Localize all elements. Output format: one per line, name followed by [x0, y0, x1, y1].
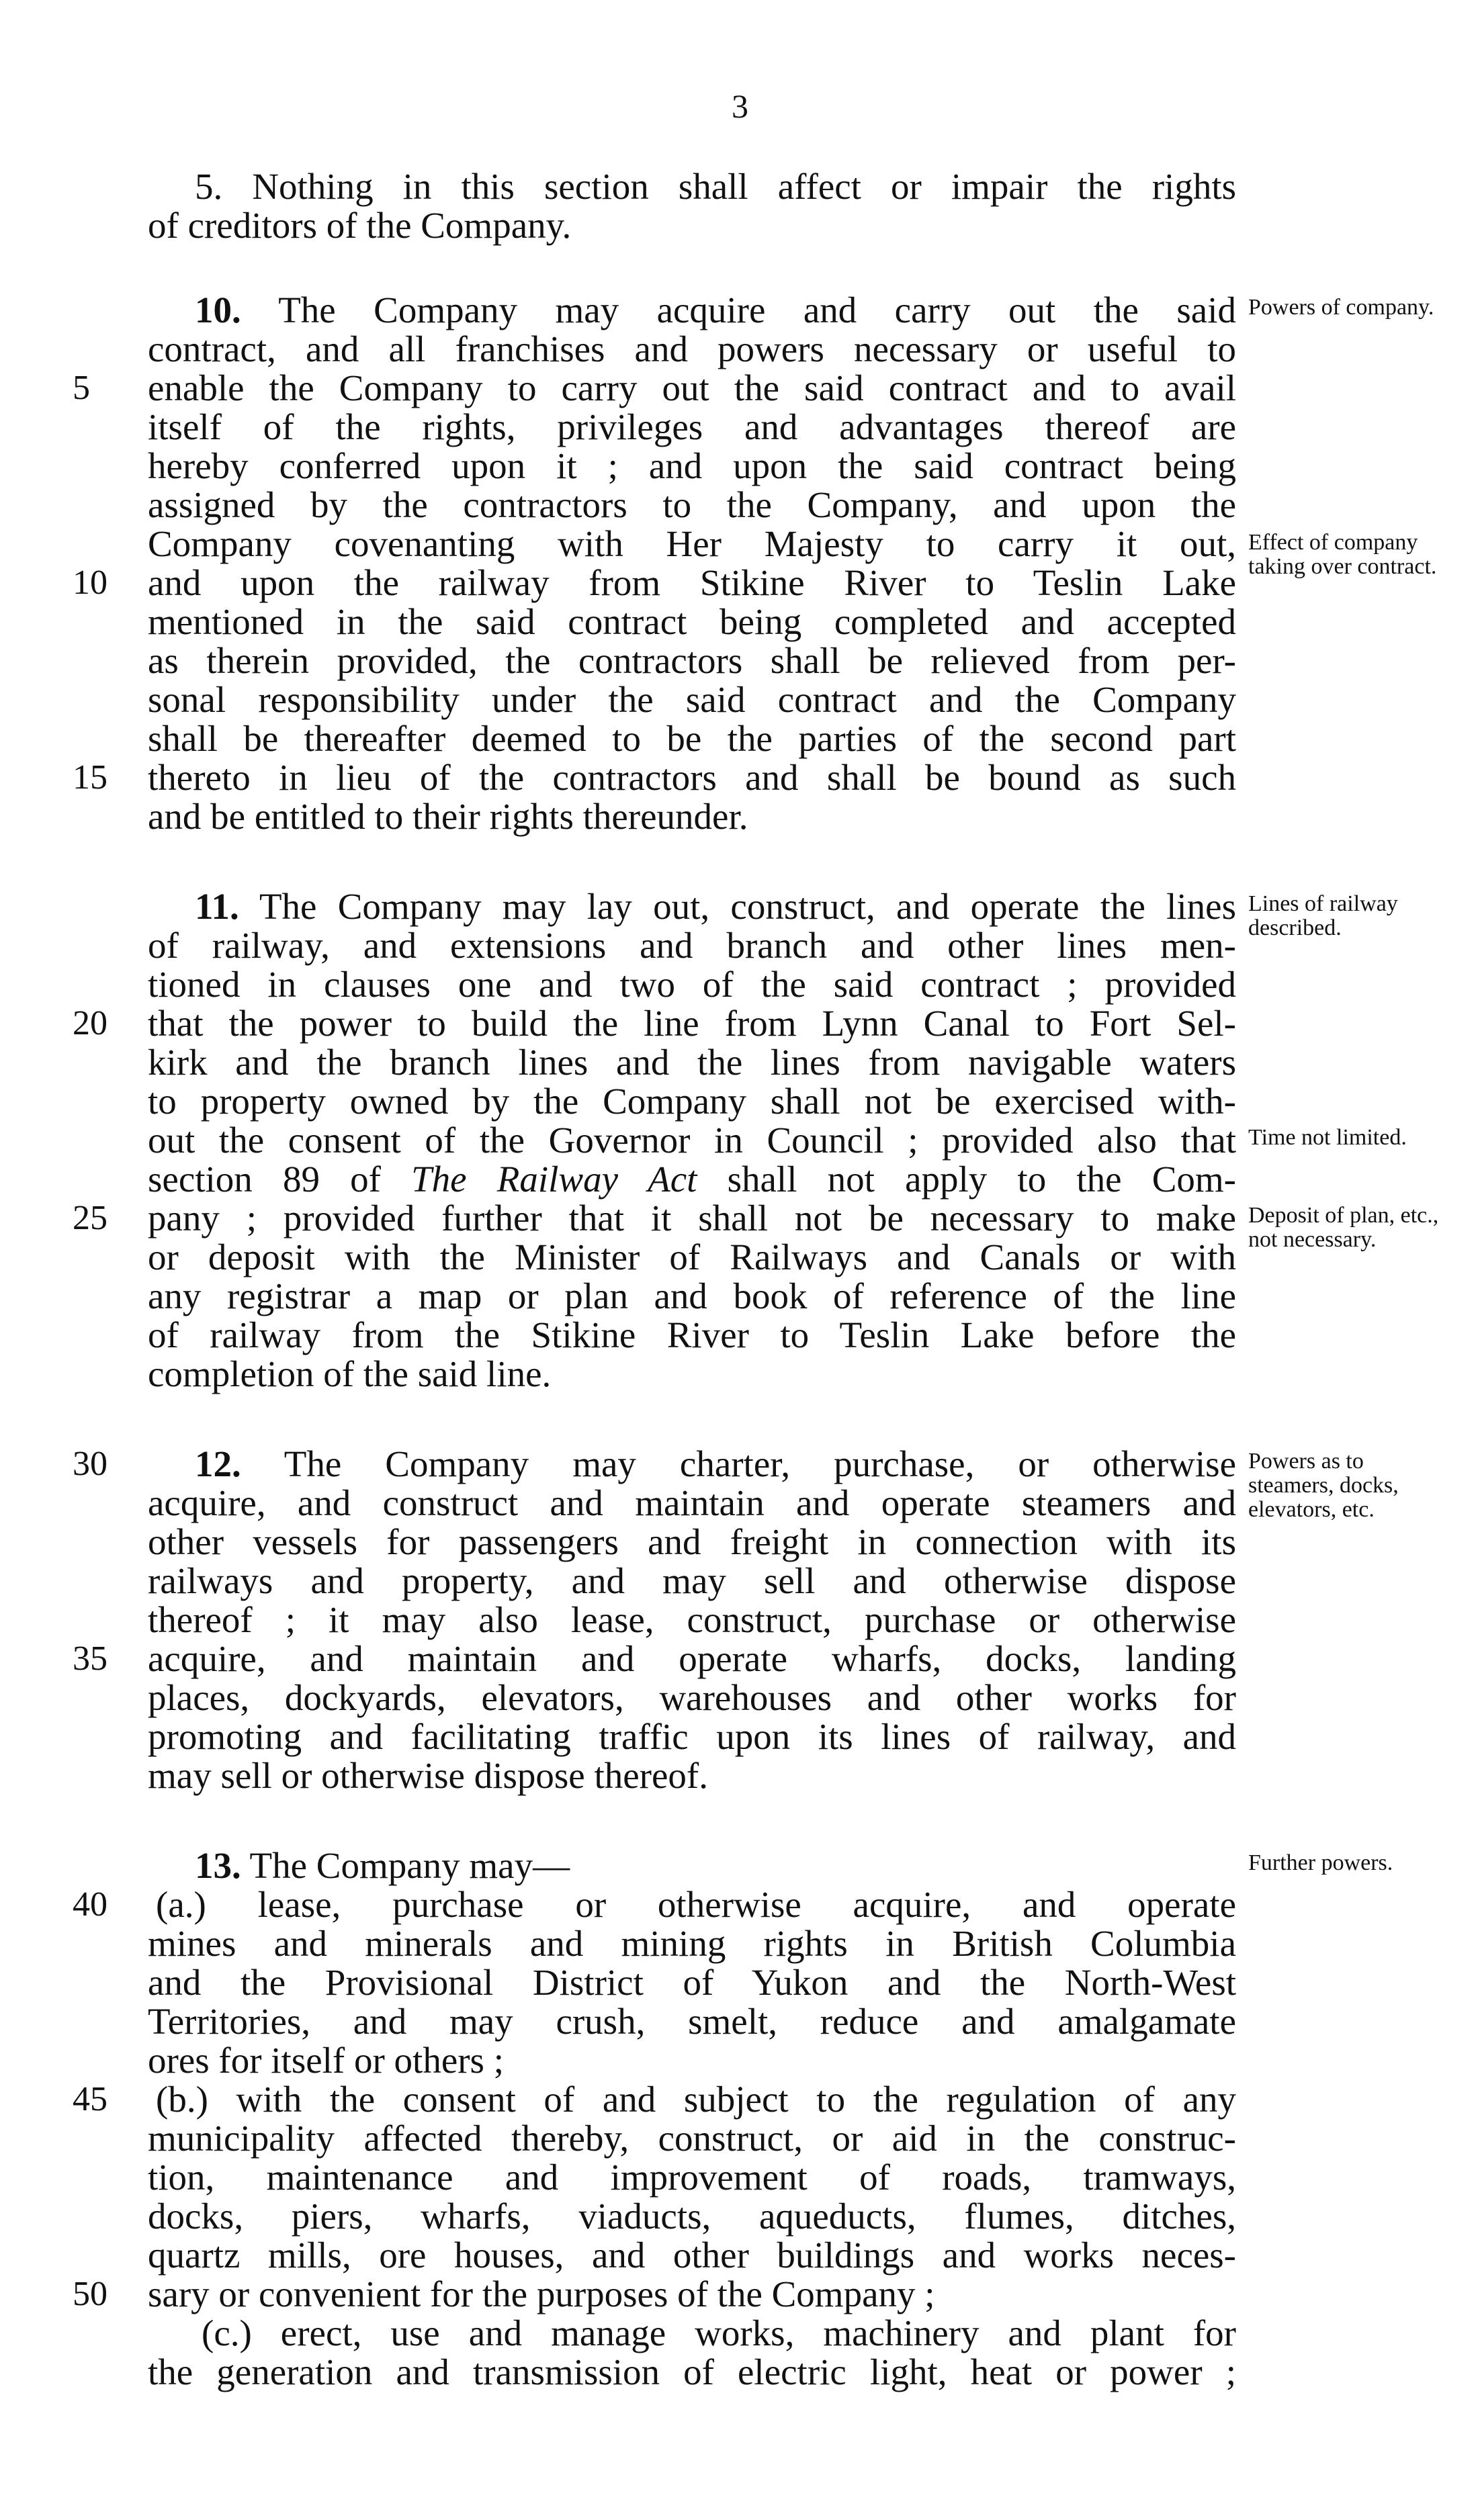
- line-number: 50: [73, 2275, 107, 2313]
- text-line: out the consent of the Governor in Council ; provided also that: [148, 1120, 1236, 1161]
- act-title: The Railway Act: [411, 1159, 697, 1200]
- text-line: thereto in lieu of the contractors and shall be bound as such: [148, 757, 1236, 798]
- text-line: tion, maintenance and improvement of roads, tramways,: [148, 2157, 1236, 2198]
- text-line: that the power to build the line from Lynn Canal to Fort Sel-: [148, 1003, 1236, 1044]
- text-line: of creditors of the Company.: [148, 205, 572, 246]
- margin-note: Powers of company.: [1248, 295, 1434, 320]
- margin-note: Further powers.: [1248, 1850, 1393, 1875]
- text-line: as therein provided, the contractors shall be relieved from per-: [148, 640, 1236, 681]
- text-line: quartz mills, ore houses, and other buildings and works neces-: [148, 2235, 1236, 2276]
- text-line: municipality affected thereby, construct, or aid in the construc-: [148, 2118, 1236, 2159]
- text-line: (a.) lease, purchase or otherwise acquire, and operate: [156, 1884, 1236, 1925]
- page-number: 3: [732, 87, 748, 125]
- margin-note: Lines of railway described.: [1248, 891, 1398, 940]
- section-number: 10.: [195, 289, 241, 330]
- text-line: and the Provisional District of Yukon and the North-West: [148, 1962, 1236, 2003]
- text-line: other vessels for passengers and freight in connection with its: [148, 1521, 1236, 1562]
- margin-note: Effect of company taking over contract.: [1248, 530, 1437, 579]
- text-line: shall be thereafter deemed to be the parties of the second part: [148, 718, 1236, 759]
- line-number: 15: [73, 758, 107, 797]
- text-line: ores for itself or others ;: [148, 2040, 504, 2081]
- line-number: 35: [73, 1639, 107, 1678]
- text-line: thereof ; it may also lease, construct, purchase or otherwise: [148, 1599, 1236, 1640]
- text-line: the generation and transmission of electric light, heat or power ;: [148, 2351, 1236, 2392]
- text-line: railways and property, and may sell and otherwise dispose: [148, 1560, 1236, 1601]
- text-line: and be entitled to their rights thereunder.: [148, 796, 748, 837]
- text-line: acquire, and maintain and operate wharfs, docks, landing: [148, 1638, 1236, 1679]
- margin-note: Deposit of plan, etc., not necessary.: [1248, 1203, 1439, 1252]
- text-line: pany ; provided further that it shall not be necessary to make: [148, 1198, 1236, 1239]
- text-line: Company covenanting with Her Majesty to carry it out,: [148, 523, 1236, 564]
- text-line: to property owned by the Company shall not be exercised with-: [148, 1081, 1236, 1122]
- line-number: 25: [73, 1199, 107, 1237]
- text-line: contract, and all franchises and powers necessary or useful to: [148, 328, 1236, 369]
- text-line: places, dockyards, elevators, warehouses and other works for: [148, 1677, 1236, 1718]
- text-line: sary or convenient for the purposes of the Company ;: [148, 2274, 935, 2314]
- text-line: may sell or otherwise dispose thereof.: [148, 1755, 708, 1796]
- text-line: enable the Company to carry out the said contract and to avail: [148, 367, 1236, 408]
- section-number: 13.: [195, 1845, 241, 1886]
- section-13-heading-line: 13. The Company may—: [195, 1845, 570, 1886]
- section-10-heading-line: 10. The Company may acquire and carry out the said: [195, 289, 1236, 330]
- section-11-heading-line: 11. The Company may lay out, construct, and operate the lines: [195, 886, 1236, 927]
- line-number: 10: [73, 564, 107, 602]
- text-line: (c.) erect, use and manage works, machinery and plant for: [202, 2312, 1236, 2353]
- margin-note: Powers as to steamers, docks, elevators, etc.: [1248, 1449, 1399, 1522]
- text-line: sonal responsibility under the said contract and the Company: [148, 679, 1236, 720]
- text-line: itself of the rights, privileges and advantages thereof are: [148, 406, 1236, 447]
- text-line: completion of the said line.: [148, 1353, 552, 1394]
- text-line: of railway from the Stikine River to Teslin Lake before the: [148, 1314, 1236, 1355]
- line-number: 30: [73, 1445, 107, 1483]
- section-number: 12.: [195, 1443, 241, 1484]
- text-line: kirk and the branch lines and the lines from navigable waters: [148, 1042, 1236, 1083]
- text-line: tioned in clauses one and two of the said contract ; provided: [148, 964, 1236, 1005]
- text-line: section 89 of The Railway Act shall not apply to the Com-: [148, 1159, 1236, 1200]
- text-line: Territories, and may crush, smelt, reduce and amalgamate: [148, 2001, 1236, 2042]
- text-line: and upon the railway from Stikine River to Teslin Lake: [148, 562, 1236, 603]
- line-number: 20: [73, 1004, 107, 1042]
- text-line: docks, piers, wharfs, viaducts, aqueducts, flumes, ditches,: [148, 2196, 1236, 2237]
- line-number: 40: [73, 1885, 107, 1924]
- text-line: mines and minerals and mining rights in British Columbia: [148, 1923, 1236, 1964]
- text-line: of railway, and extensions and branch and other lines men-: [148, 925, 1236, 966]
- text-line: promoting and facilitating traffic upon its lines of railway, and: [148, 1716, 1236, 1757]
- text-line: hereby conferred upon it ; and upon the said contract being: [148, 445, 1236, 486]
- text-line: any registrar a map or plan and book of reference of the line: [148, 1275, 1236, 1316]
- text-line: acquire, and construct and maintain and operate steamers and: [148, 1482, 1236, 1523]
- text-line: 5. Nothing in this section shall affect or impair the rights: [195, 166, 1236, 207]
- section-number: 11.: [195, 886, 239, 927]
- text-line: assigned by the contractors to the Company, and upon the: [148, 484, 1236, 525]
- section-12-heading-line: 12. The Company may charter, purchase, or otherwise: [195, 1443, 1236, 1484]
- line-number: 45: [73, 2080, 107, 2118]
- text-line: mentioned in the said contract being completed and accepted: [148, 601, 1236, 642]
- text-line: (b.) with the consent of and subject to the regulation of any: [156, 2079, 1236, 2120]
- text-line: or deposit with the Minister of Railways and Canals or with: [148, 1236, 1236, 1277]
- line-number: 5: [73, 369, 90, 407]
- margin-note: Time not limited.: [1248, 1125, 1407, 1150]
